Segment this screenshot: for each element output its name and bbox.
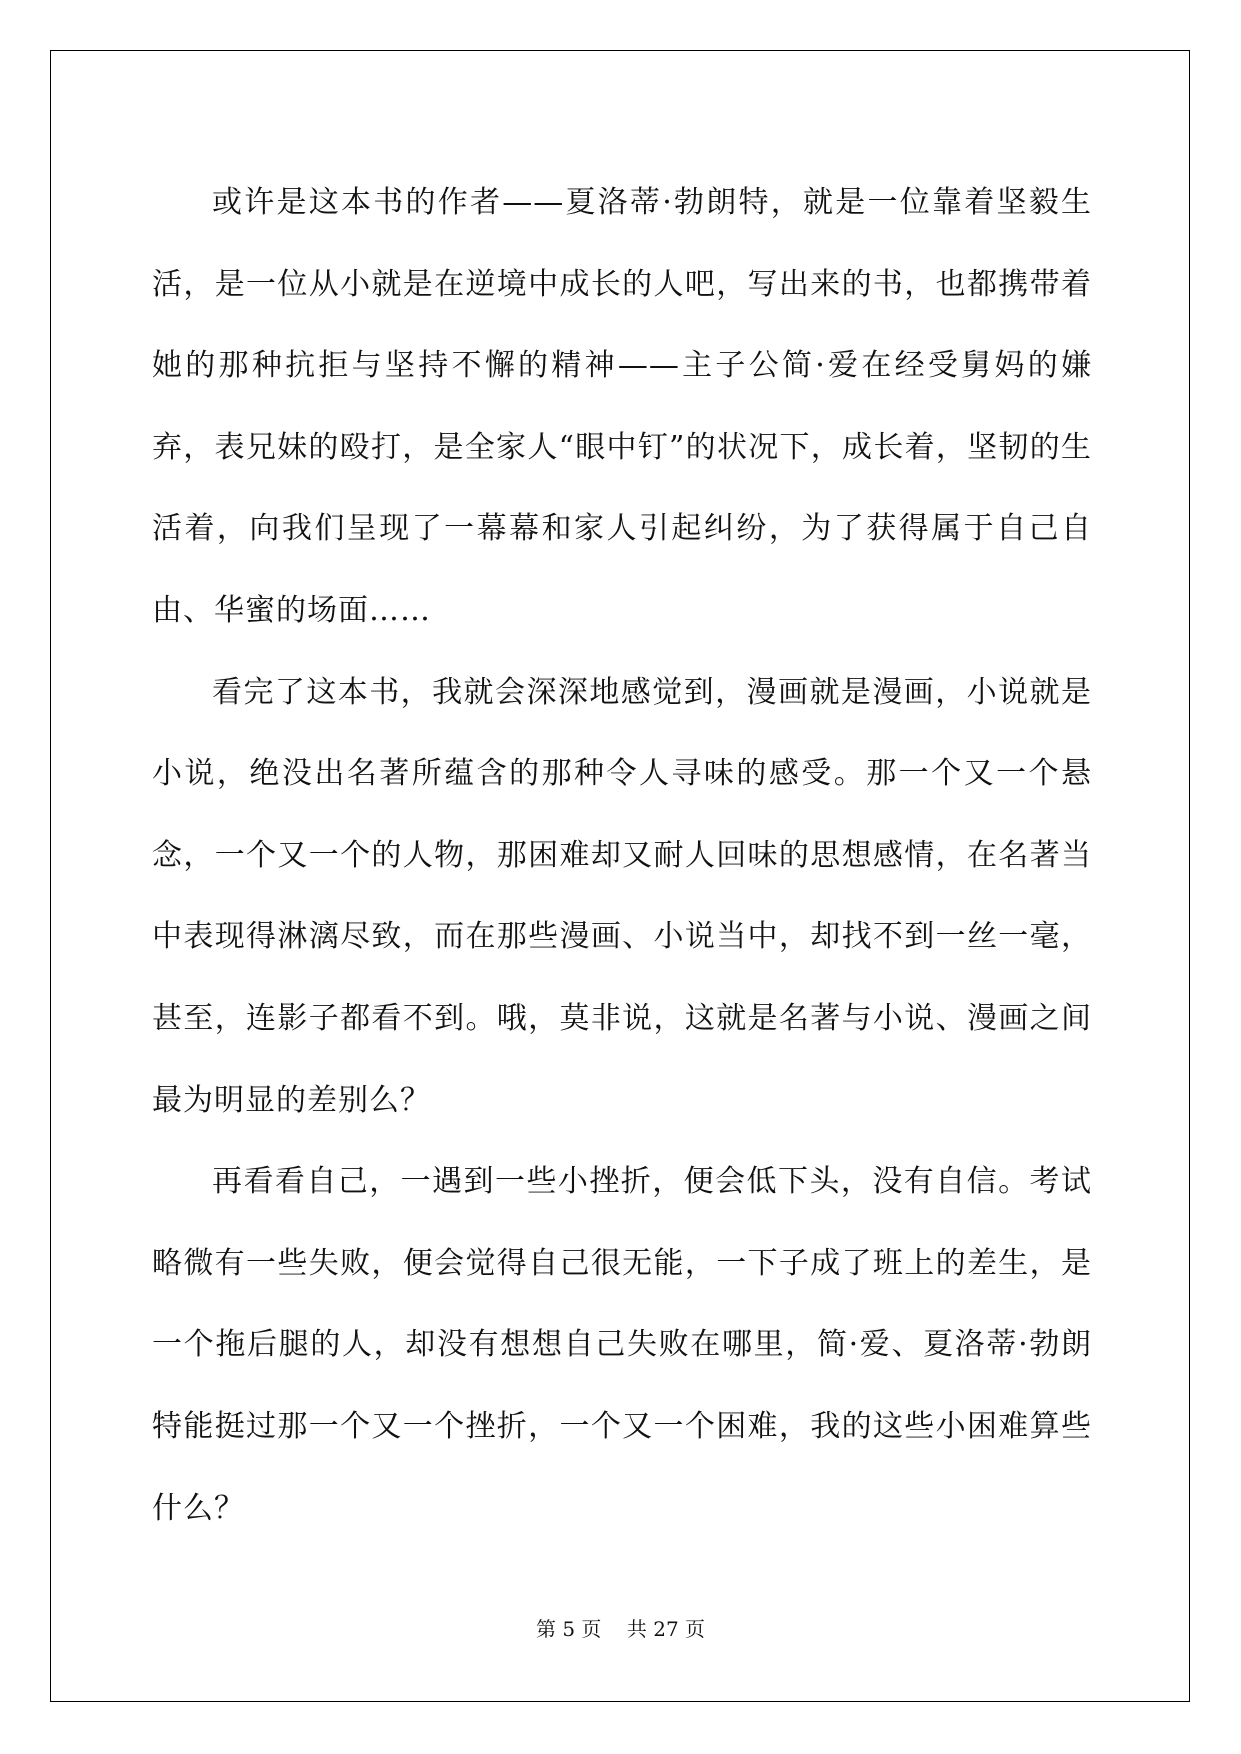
document-body	[152, 162, 1092, 1549]
page-footer	[0, 1613, 1241, 1642]
paragraph-2: 看完了这本书，我就会深深地感觉到，漫画就是漫画，小说就是小说，绝没出名著所蕴含的那种令人寻味的感受。那一个又一个悬念，一个又一个的人物，那困难却又耐人回味的思想感情，在名著当中表现得淋漓尽致，而在那些漫画、小说当中，却找不到一丝一毫，甚至，连影子都看不到。哦，莫非说，这就是名著与小说、漫画之间最为明显的差别么？	[152, 674, 1092, 1118]
page-number: 第 5 页	[535, 1617, 602, 1641]
paragraph-1: 或许是这本书的作者——夏洛蒂·勃朗特，就是一位靠着坚毅生活，是一位从小就是在逆境中成长的人吧，写出来的书，也都携带着她的那种抗拒与坚持不懈的精神——主子公简·爱在经受舅妈的嫌弃，表兄妹的殴打，是全家人“眼中钉”的状况下，成长着，坚韧的生活着，向我们呈现了一幕幕和家人引起纠纷，为了获得属于自己自由、华蜜的场面……	[152, 185, 1092, 628]
page-total: 共 27 页	[626, 1617, 706, 1641]
paragraph-3: 再看看自己，一遇到一些小挫折，便会低下头，没有自信。考试略微有一些失败，便会觉得自己很无能，一下子成了班上的差生，是一个拖后腿的人，却没有想想自己失败在哪里，简·爱、夏洛蒂·勃朗特能挺过那一个又一个挫折，一个又一个困难，我的这些小困难算些什么？	[152, 1164, 1092, 1526]
